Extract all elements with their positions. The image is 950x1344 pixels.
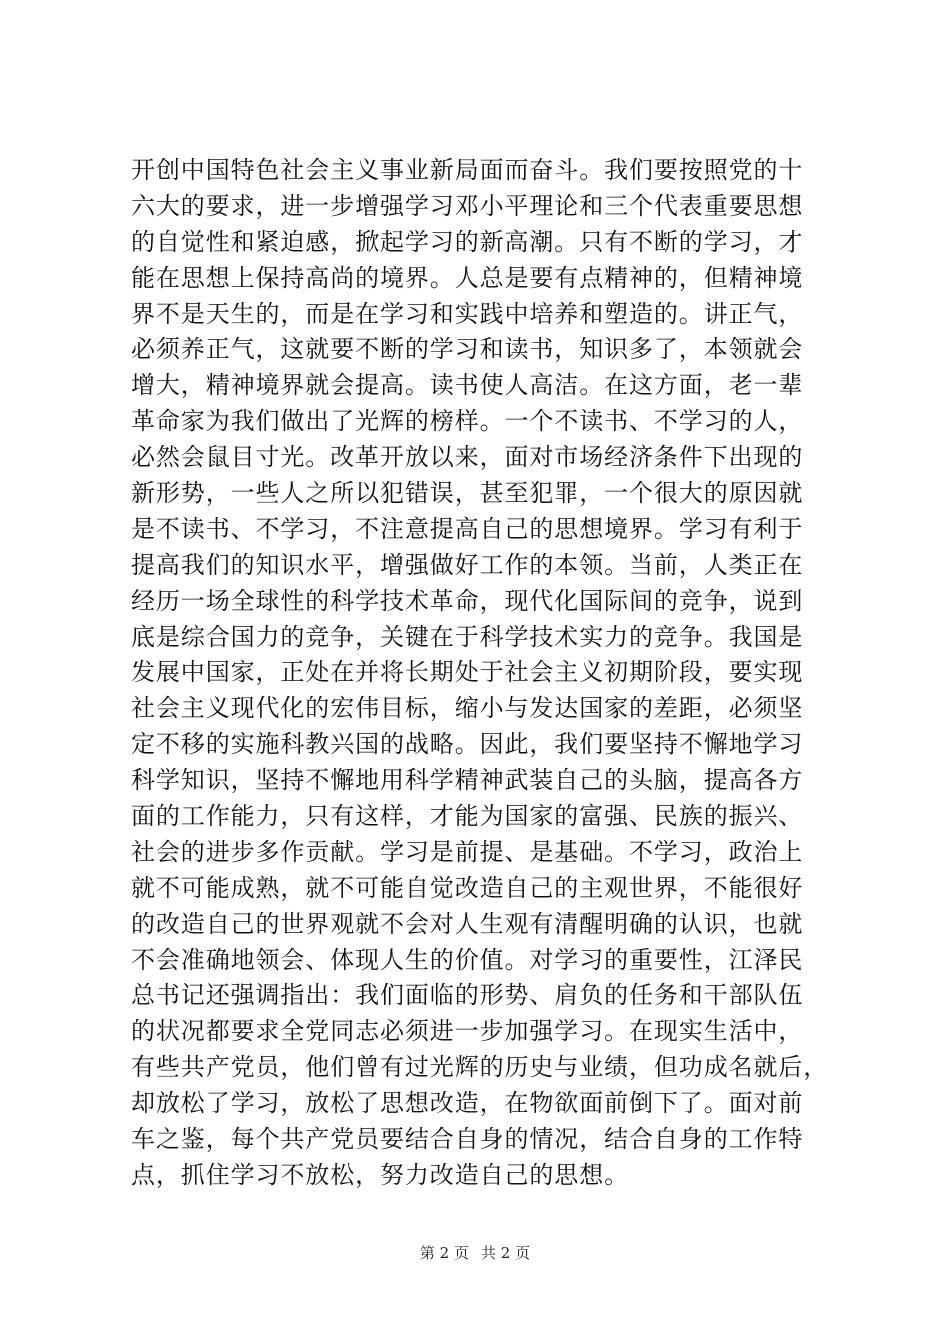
text-line: 界不是天生的，而是在学习和实践中培养和塑造的。讲正气， [131,299,804,328]
text-line: 的改造自己的世界观就不会对人生观有清醒明确的认识，也就 [131,909,804,938]
text-line: 经历一场全球性的科学技术革命，现代化国际间的竞争，说到 [131,586,804,615]
text-line: 有些共产党员，他们曾有过光辉的历史与业绩，但功成名就后， [131,1053,829,1082]
text-line: 面的工作能力，只有这样，才能为国家的富强、民族的振兴、 [131,802,804,831]
text-line: 社会主义现代化的宏伟目标，缩小与发达国家的差距，必须坚 [131,694,804,723]
text-line: 车之鉴，每个共产党员要结合自身的情况，结合自身的工作特 [131,1125,804,1154]
text-line: 就不可能成熟，就不可能自觉改造自己的主观世界，不能很好 [131,873,804,902]
text-line: 的自觉性和紧迫感，掀起学习的新高潮。只有不断的学习，才 [131,227,804,256]
text-line: 定不移的实施科教兴国的战略。因此，我们要坚持不懈地学习 [131,730,804,759]
body-paragraph [131,153,831,1194]
text-line: 六大的要求，进一步增强学习邓小平理论和三个代表重要思想 [131,191,804,220]
text-line: 提高我们的知识水平，增强做好工作的本领。当前，人类正在 [131,550,804,579]
text-line: 增大，精神境界就会提高。读书使人高洁。在这方面，老一辈 [131,371,804,400]
text-line: 必须养正气，这就要不断的学习和读书，知识多了，本领就会 [131,335,804,364]
page-footer [0,1242,950,1263]
text-line: 的状况都要求全党同志必须进一步加强学习。在现实生活中， [131,1017,804,1046]
text-line: 科学知识，坚持不懈地用科学精神武装自己的头脑，提高各方 [131,766,804,795]
text-line: 总书记还强调指出：我们面临的形势、肩负的任务和干部队伍 [131,981,804,1010]
page-total: 共 2 页 [481,1244,531,1262]
page-number: 第 2 页 [419,1244,469,1262]
text-line: 必然会鼠目寸光。改革开放以来，面对市场经济条件下出现的 [131,443,804,472]
text-line: 点，抓住学习不放松，努力改造自己的思想。 [131,1160,629,1189]
text-line: 革命家为我们做出了光辉的榜样。一个不读书、不学习的人， [131,407,804,436]
text-line: 却放松了学习，放松了思想改造，在物欲面前倒下了。面对前 [131,1089,804,1118]
text-line: 开创中国特色社会主义事业新局面而奋斗。我们要按照党的十 [131,156,804,184]
text-line: 社会的进步多作贡献。学习是前提、是基础。不学习，政治上 [131,837,804,866]
text-line: 不会准确地领会、体现人生的价值。对学习的重要性，江泽民 [131,945,804,974]
text-line: 能在思想上保持高尚的境界。人总是要有点精神的，但精神境 [131,263,804,292]
text-line: 新形势，一些人之所以犯错误，甚至犯罪，一个很大的原因就 [131,479,804,508]
text-line: 底是综合国力的竞争，关键在于科学技术实力的竞争。我国是 [131,622,804,651]
text-line: 是不读书、不学习，不注意提高自己的思想境界。学习有利于 [131,514,804,543]
text-line: 发展中国家，正处在并将长期处于社会主义初期阶段，要实现 [131,658,804,687]
